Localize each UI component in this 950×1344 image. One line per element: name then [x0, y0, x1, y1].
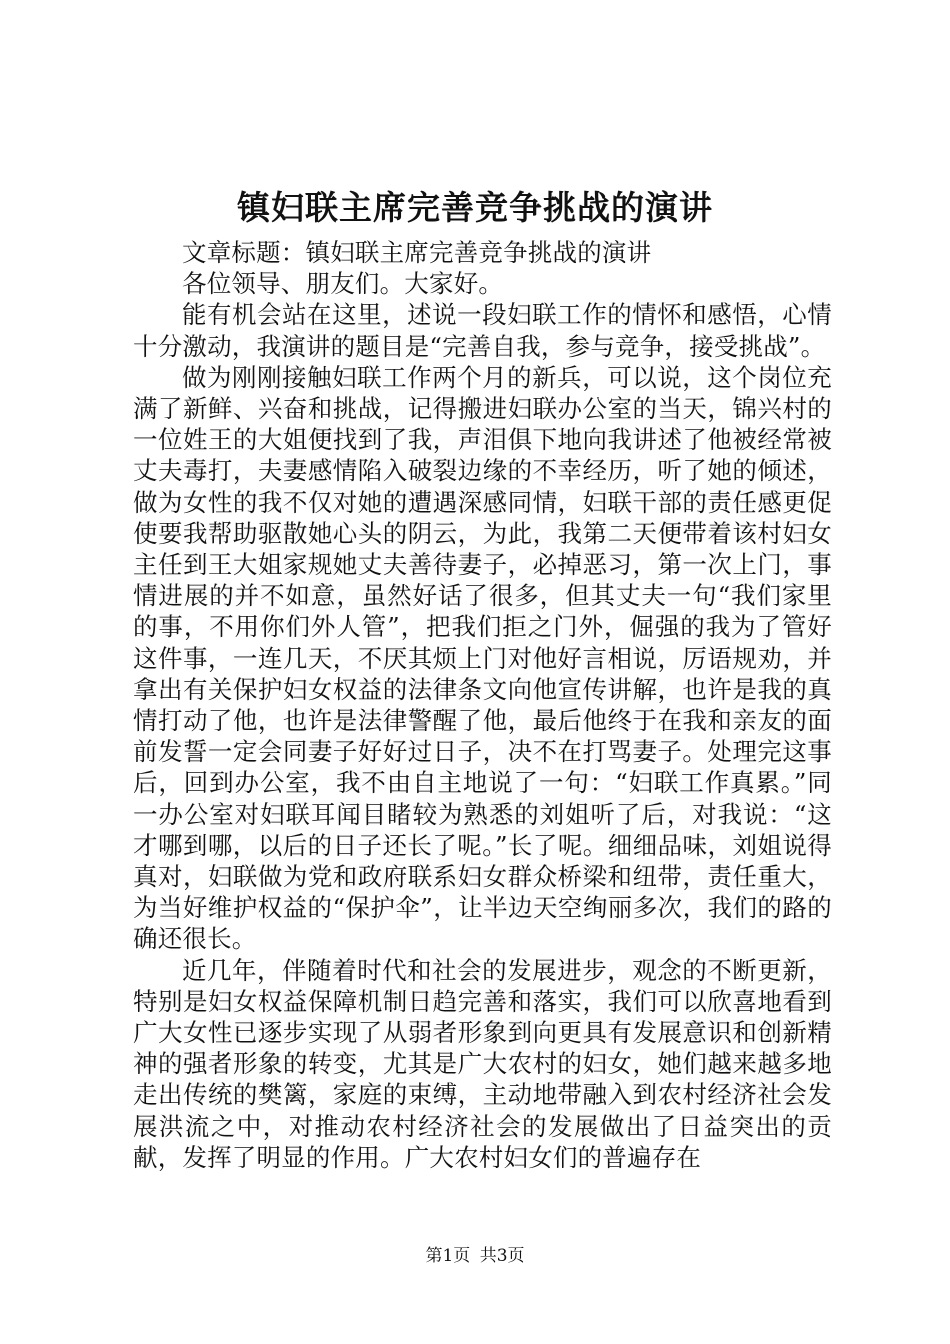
paragraph-development: 近几年，伴随着时代和社会的发展进步，观念的不断更新，特别是妇女权益保障机制日趋完善和落实，我们可以欣喜地看到广大女性已逐步实现了从弱者形象到向更具有发展意识和创新精神的强者形象的转变，尤其是广大农村的妇女，她们越来越多地走出传统的樊篱，家庭的束缚，主动地带融入到农村经济社会发展洪流之中，对推动农村经济社会的发展做出了日益突出的贡献，发挥了明显的作用。广大农村妇女们的普遍存在 [133, 955, 832, 1172]
paragraph-article-title: 文章标题：镇妇联主席完善竞争挑战的演讲 [182, 238, 652, 267]
page-footer [0, 1244, 950, 1268]
page-total: 共3页 [479, 1246, 525, 1266]
paragraph-intro: 能有机会站在这里，述说一段妇联工作的情怀和感悟，心情十分激动，我演讲的题目是“完善自我，参与竞争，接受挑战”。 [133, 300, 832, 361]
document-body [133, 237, 832, 1173]
paragraph-greeting: 各位领导、朋友们。大家好。 [182, 269, 504, 299]
document-title: 镇妇联主席完善竞争挑战的演讲 [237, 188, 713, 227]
paragraph-story: 做为刚刚接触妇联工作两个月的新兵，可以说，这个岗位充满了新鲜、兴奋和挑战，记得搬进妇联办公室的当天，锦兴村的一位姓王的大姐便找到了我，声泪俱下地向我讲述了他被经常被丈夫毒打，夫妻感情陷入破裂边缘的不幸经历，听了她的倾述，做为女性的我不仅对她的遭遇深感同情，妇联干部的责任感更促使要我帮助驱散她心头的阴云，为此，我第二天便带着该村妇女主任到王大姐家规她丈夫善待妻子，必掉恶习，第一次上门，事情进展的并不如意，虽然好话了很多，但其丈夫一句“我们家里的事，不用你们外人管”，把我们拒之门外，倔强的我为了管好这件事，一连几天，不厌其烦上门对他好言相说，厉语规劝，并拿出有关保护妇女权益的法律条文向他宣传讲解，也许是我的真情打动了他，也许是法律警醒了他，最后他终于在我和亲友的面前发誓一定会同妻子好好过日子，决不在打骂妻子。处理完这事后，回到办公室，我不由自主地说了一句：“妇联工作真累。”同一办公室对妇联耳闻目睹较为熟悉的刘姐听了后，对我说：“这才哪到哪，以后的日子还长了呢。”长了呢。细细品味，刘姐说得真对，妇联做为党和政府联系妇女群众桥梁和纽带，责任重大，为当好维护权益的“保护伞”，让半边天空绚丽多次，我们的路的确还很长。 [133, 362, 832, 954]
page-number: 第1页 [425, 1246, 471, 1266]
